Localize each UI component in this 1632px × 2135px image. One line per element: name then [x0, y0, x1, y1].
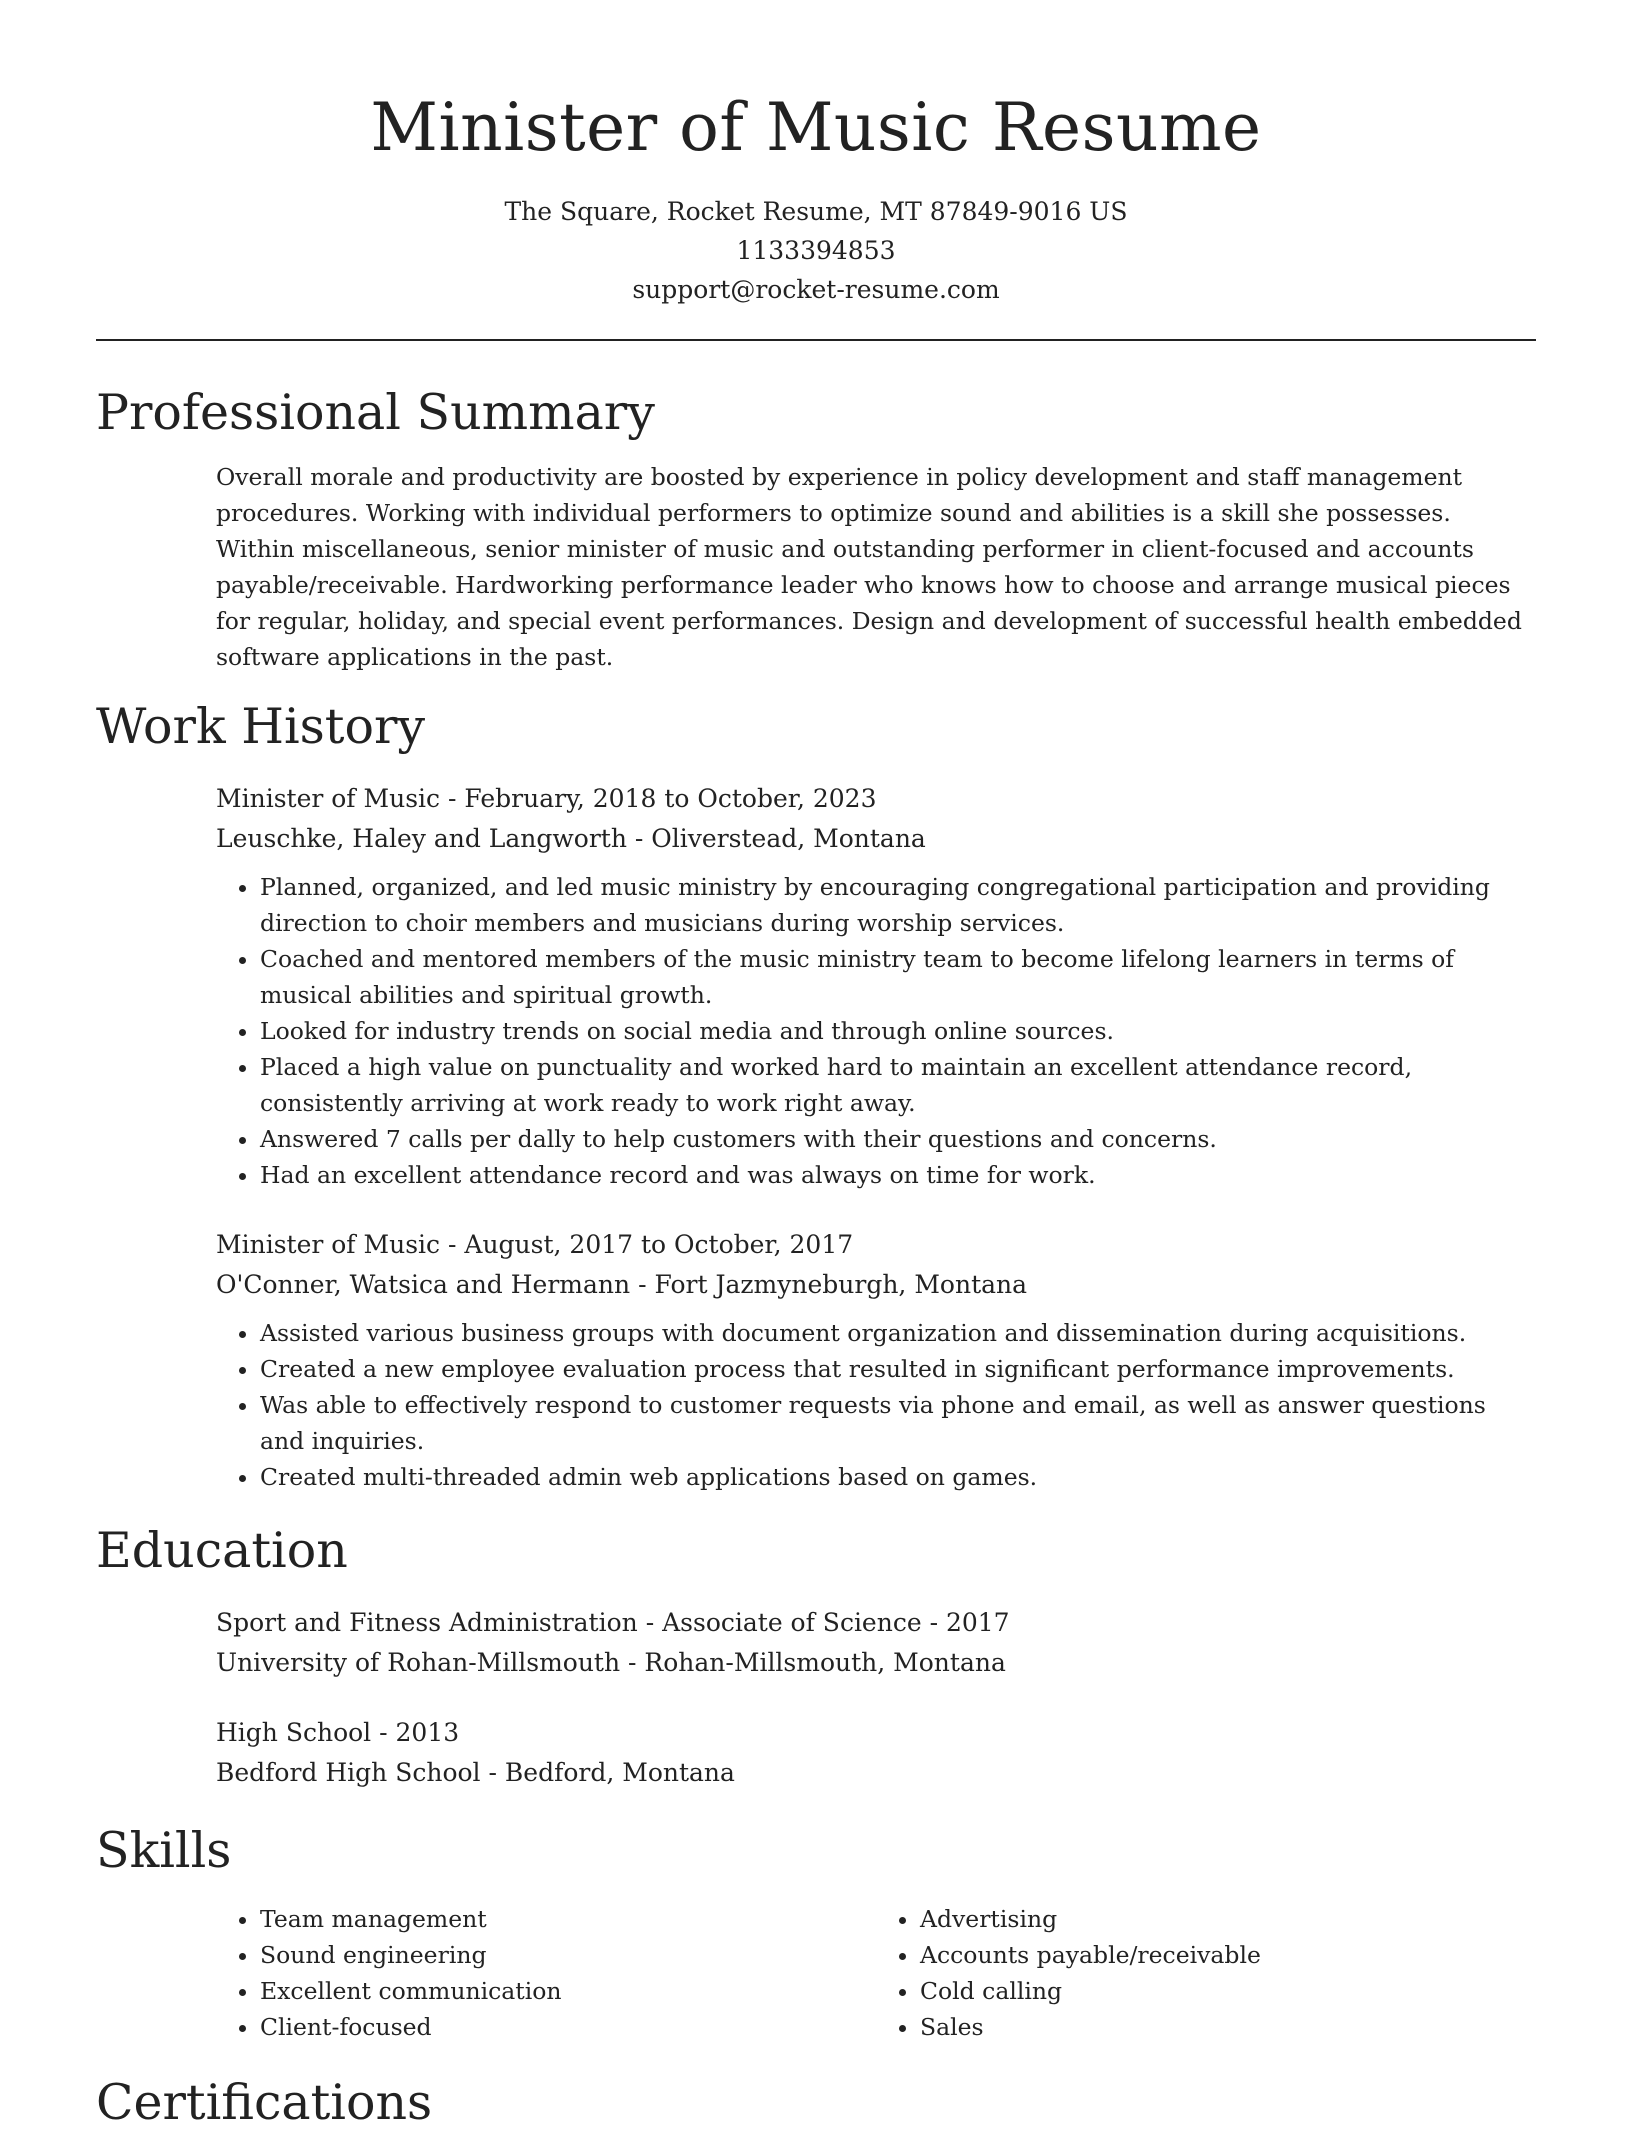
education-school-line [216, 1643, 1536, 1683]
job-company: Leuschke, Haley and Langworth [216, 824, 627, 853]
job-bullet: • Was able to effectively respond to customer requests via phone and email, as well as answer questions and inquiries. [260, 1387, 1536, 1459]
education-location: - Rohan-Millsmouth, Montana [620, 1648, 1006, 1677]
job-bullets [216, 1315, 1536, 1495]
education-degree: Sport and Fitness Administration [216, 1608, 638, 1637]
section-heading-certifications: Certifications [96, 2074, 433, 2131]
education-degree-line [216, 1603, 1536, 1643]
education-degree-line [216, 1713, 1536, 1753]
education-entry [216, 1713, 1536, 1793]
job-bullet: • Planned, organized, and led music ministry by encouraging congregational participation and providing direction to choir members and musicians during worship services. [260, 869, 1536, 941]
section-heading-education: Education [96, 1522, 348, 1579]
skill-item: • Sound engineering [260, 1937, 876, 1973]
skill-item: • Cold calling [920, 1973, 1536, 2009]
education-school-line [216, 1753, 1536, 1793]
header-divider [96, 339, 1536, 341]
education-section [96, 1519, 1536, 1793]
contact-address: The Square, Rocket Resume, MT 87849-9016 US [504, 197, 1128, 226]
summary-text: Overall morale and productivity are boosted by experience in policy development and staff management procedures. Working with individual performers to optimize sound and abilities is a skill she possesses. Within miscellaneous, senior minister of music and outstanding performer in client-focused and accounts payable/receivable. Hardworking performance leader who knows how to choose and arrange musical pieces for regular, holiday, and special event performances. Design and development of successful health embedded software applications in the past. [216, 463, 1522, 671]
job-location: - Fort Jazmyneburgh, Montana [630, 1270, 1028, 1299]
skills-columns [216, 1901, 1536, 2045]
job-bullet: • Coached and mentored members of the music ministry team to become lifelong learners in terms of musical abilities and spiritual growth. [260, 941, 1536, 1013]
job-dates: - February, 2018 to October, 2023 [440, 784, 877, 813]
education-school: University of Rohan-Millsmouth [216, 1648, 621, 1677]
skills-list-right [876, 1901, 1536, 2045]
resume-header [96, 0, 1536, 309]
section-heading-skills: Skills [96, 1822, 232, 1879]
skill-item: • Client-focused [260, 2009, 876, 2045]
job-bullet: • Had an excellent attendance record and was always on time for work. [260, 1157, 1536, 1193]
skill-item: • Team management [260, 1901, 876, 1937]
skills-list-left [216, 1901, 876, 2045]
job-bullet: • Placed a high value on punctuality and worked hard to maintain an excellent attendance record, consistently arriving at work ready to work right away. [260, 1049, 1536, 1121]
job-bullet: • Answered 7 calls per dally to help customers with their questions and concerns. [260, 1121, 1536, 1157]
job-company-line [216, 1265, 1536, 1305]
job-bullet: • Created a new employee evaluation process that resulted in significant performance improvements. [260, 1351, 1536, 1387]
education-location: - Bedford, Montana [480, 1758, 735, 1787]
job-bullet: • Assisted various business groups with document organization and dissemination during acquisitions. [260, 1315, 1536, 1351]
education-school: Bedford High School [216, 1758, 481, 1787]
job-title-line [216, 1225, 1536, 1265]
job-bullets [216, 869, 1536, 1193]
skill-item: • Accounts payable/receivable [920, 1937, 1536, 1973]
job-dates: - August, 2017 to October, 2017 [440, 1230, 854, 1259]
contact-phone: 1133394853 [736, 236, 896, 265]
job-title-line [216, 779, 1536, 819]
resume-title: Minister of Music Resume [370, 89, 1262, 166]
summary-section [96, 381, 1536, 675]
contact-info [96, 192, 1536, 309]
education-detail: - 2013 [371, 1718, 460, 1747]
job-title: Minister of Music [216, 1230, 441, 1259]
job-entry [216, 1225, 1536, 1495]
section-heading-summary: Professional Summary [96, 384, 655, 441]
skill-item: • Excellent communication [260, 1973, 876, 2009]
job-location: - Oliverstead, Montana [626, 824, 926, 853]
education-degree: High School [216, 1718, 372, 1747]
job-title: Minister of Music [216, 784, 441, 813]
section-heading-work-history: Work History [96, 698, 426, 755]
resume-page [96, 0, 1536, 2135]
job-entry [216, 779, 1536, 1193]
skills-section [96, 1819, 1536, 2045]
education-entry [216, 1603, 1536, 1683]
job-bullet: • Looked for industry trends on social media and through online sources. [260, 1013, 1536, 1049]
contact-email: support@rocket-resume.com [632, 275, 1000, 304]
job-company: O'Conner, Watsica and Hermann [216, 1270, 631, 1299]
skill-item: • Advertising [920, 1901, 1536, 1937]
skill-item: • Sales [920, 2009, 1536, 2045]
job-company-line [216, 819, 1536, 859]
job-bullet: • Created multi-threaded admin web applications based on games. [260, 1459, 1536, 1495]
education-detail: - Associate of Science - 2017 [637, 1608, 1010, 1637]
work-history-section [96, 695, 1536, 1495]
certifications-section [96, 2071, 1536, 2135]
